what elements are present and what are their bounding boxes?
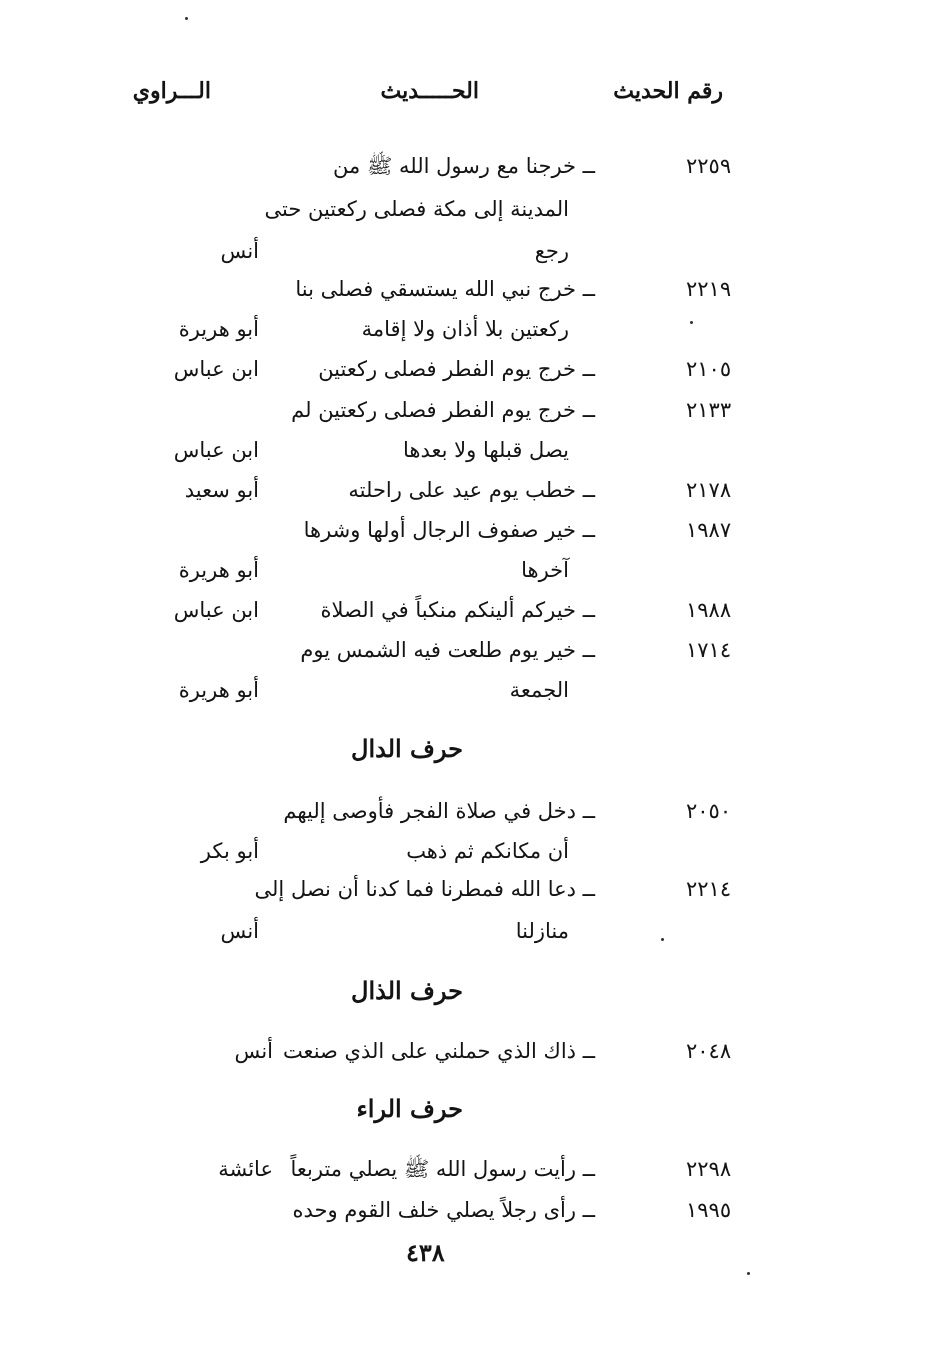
hadith-text-line: أن مكانكم ثم ذهب <box>406 839 569 863</box>
hadith-text-line: ركعتين بلا أذان ولا إقامة <box>361 317 569 341</box>
header-hadith: الحـــــديث <box>380 78 479 104</box>
narrator-name: عائشة <box>218 1157 273 1181</box>
hadith-text-line: ــ دخل في صلاة الفجر فأوصى إليهم <box>283 799 595 823</box>
hadith-text-line: ــ خير يوم طلعت فيه الشمس يوم <box>300 638 595 662</box>
hadith-text-line: الجمعة <box>509 678 569 702</box>
page-number: ٤٣٨ <box>406 1238 445 1267</box>
scan-speck <box>690 321 693 324</box>
hadith-text-line: آخرها <box>521 558 569 582</box>
narrator-name: أنس <box>220 239 259 263</box>
hadith-text-line: ــ رأيت رسول الله ﷺ يصلي متربعاً <box>290 1157 595 1181</box>
hadith-text-line: ــ رأى رجلاً يصلي خلف القوم وحده <box>292 1198 595 1222</box>
scan-speck <box>185 17 188 20</box>
hadith-number: ٢١٣٣ <box>686 398 732 422</box>
hadith-number: ٢١٧٨ <box>686 478 732 502</box>
hadith-text-line: ــ خرج يوم الفطر فصلى ركعتين لم <box>291 398 595 422</box>
hadith-text-line: ــ خرجنا مع رسول الله ﷺ من <box>333 154 595 178</box>
hadith-text-line: ــ دعا الله فمطرنا فما كدنا أن نصل إلى <box>254 877 595 901</box>
narrator-name: أبو سعيد <box>184 478 259 502</box>
hadith-text-line: ــ خرج نبي الله يستسقي فصلى بنا <box>295 277 595 301</box>
scan-speck <box>747 1272 750 1275</box>
scan-speck <box>661 938 664 941</box>
header-hadith-number: رقم الحديث <box>613 78 723 104</box>
hadith-text-line: ــ خرج يوم الفطر فصلى ركعتين <box>318 357 595 381</box>
hadith-number: ٢٠٤٨ <box>686 1039 732 1063</box>
narrator-name: ابن عباس <box>173 357 259 381</box>
hadith-number: ٢٢١٤ <box>686 877 732 901</box>
hadith-text-line: رجع <box>534 239 569 263</box>
hadith-number: ٢٠٥٠ <box>686 799 732 823</box>
hadith-text-line: ــ ذاك الذي حملني على الذي صنعت <box>282 1039 595 1063</box>
hadith-number: ٢١٠٥ <box>686 357 732 381</box>
hadith-number: ٢٢١٩ <box>686 277 732 301</box>
narrator-name: أنس <box>234 1039 273 1063</box>
hadith-text-line: ــ خطب يوم عيد على راحلته <box>348 478 595 502</box>
narrator-name: ابن عباس <box>173 598 259 622</box>
hadith-number: ١٩٨٧ <box>686 518 732 542</box>
section-heading-dal: حرف الدال <box>351 734 463 763</box>
hadith-number: ١٩٩٥ <box>686 1198 732 1222</box>
hadith-text-line: المدينة إلى مكة فصلى ركعتين حتى <box>264 197 569 221</box>
narrator-name: أبو هريرة <box>178 678 259 702</box>
narrator-name: أبو بكر <box>200 839 259 863</box>
hadith-number: ٢٢٥٩ <box>686 154 732 178</box>
hadith-number: ١٧١٤ <box>686 638 732 662</box>
hadith-number: ٢٢٩٨ <box>686 1157 732 1181</box>
header-narrator: الـــراوي <box>132 78 211 104</box>
hadith-text-line: يصل قبلها ولا بعدها <box>403 438 569 462</box>
section-heading-dhal: حرف الذال <box>351 976 463 1005</box>
section-heading-ra: حرف الراء <box>356 1094 463 1123</box>
narrator-name: أنس <box>220 919 259 943</box>
narrator-name: أبو هريرة <box>178 317 259 341</box>
hadith-text-line: منازلنا <box>515 919 569 943</box>
hadith-text-line: ــ خيركم ألينكم منكباً في الصلاة <box>320 598 595 622</box>
narrator-name: أبو هريرة <box>178 558 259 582</box>
hadith-number: ١٩٨٨ <box>686 598 732 622</box>
hadith-text-line: ــ خير صفوف الرجال أولها وشرها <box>303 518 595 542</box>
narrator-name: ابن عباس <box>173 438 259 462</box>
